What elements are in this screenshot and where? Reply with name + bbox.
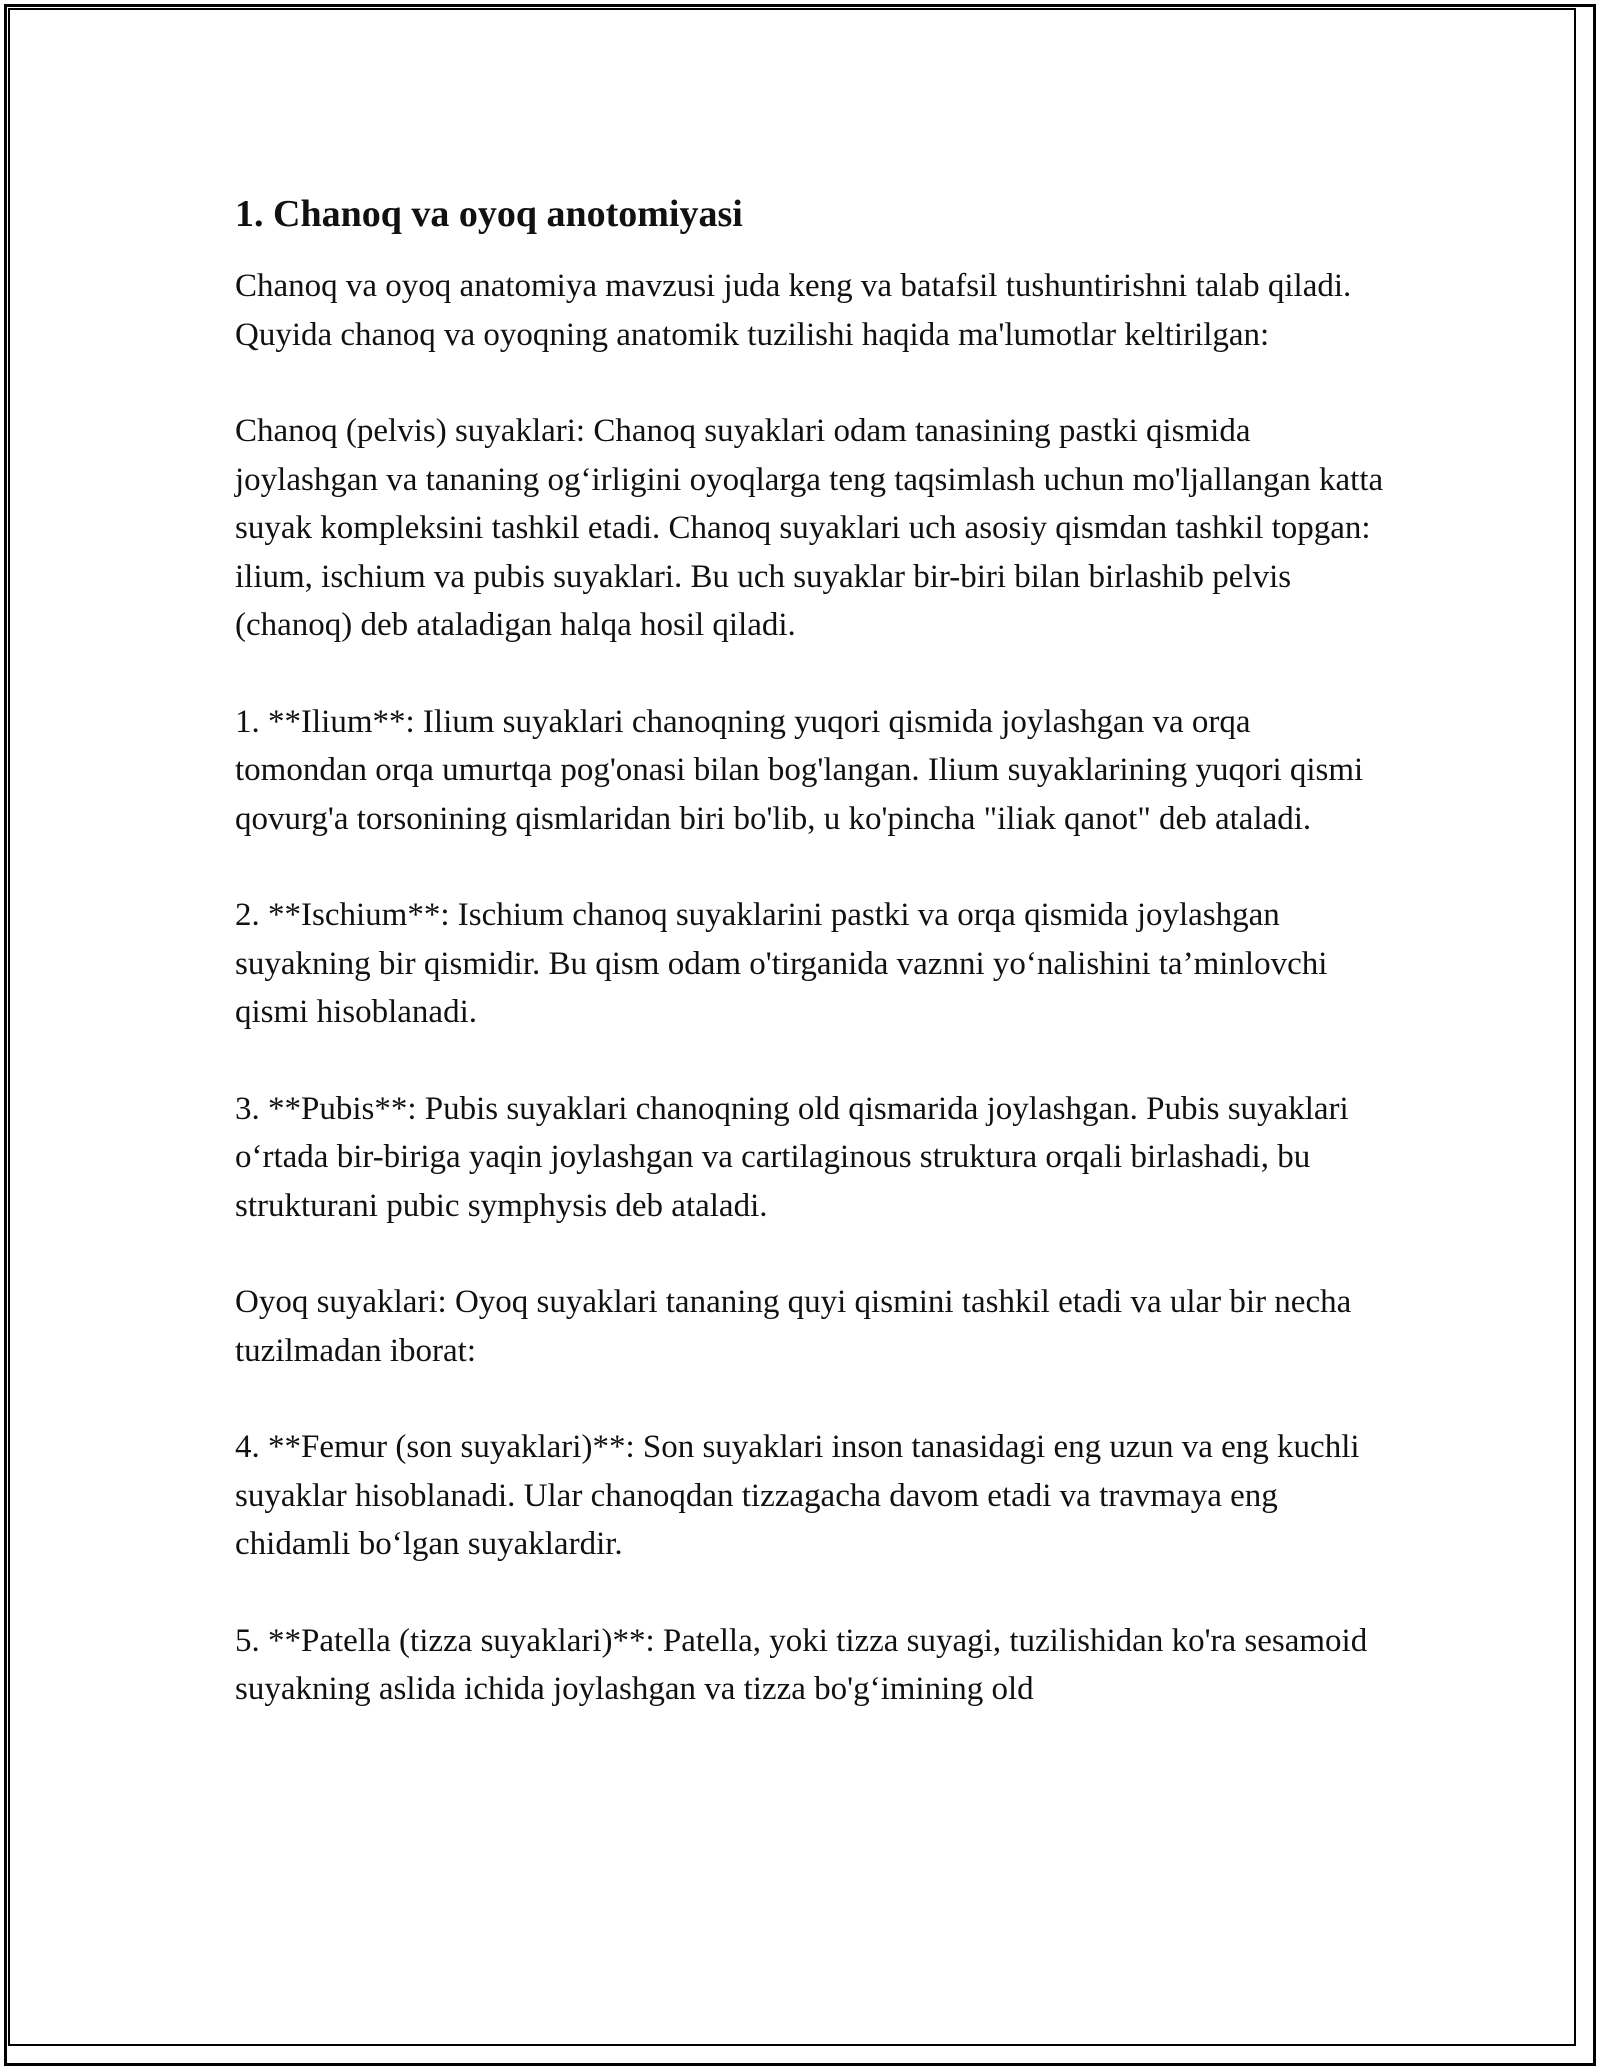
paragraph-ischium: 2. **Ischium**: Ischium chanoq suyaklarini pastki va orqa qismida joylashgan suyakning bir qismidir. Bu qism odam o'tirganida vaznni yo‘nalishini ta’minlovchi qismi hisoblanadi. [235, 897, 1328, 1030]
paragraph-ilium: 1. **Ilium**: Ilium suyaklari chanoqning yuqori qismida joylashgan va orqa tomondan orqa umurtqa pog'onasi bilan bog'langan. Ilium suyaklarining yuqori qismi qovurg'a torsonining qismlaridan biri bo'lib, u ko'pincha "iliak qanot" deb ataladi. [235, 703, 1364, 837]
document-body [235, 186, 1385, 1714]
paragraph-intro: Chanoq va oyoq anatomiya mavzusi juda keng va batafsil tushuntirishni talab qiladi. Quyida chanoq va oyoqning anatomik tuzilishi haqida ma'lumotlar keltirilgan: [235, 268, 1352, 353]
section-heading: 1. Chanoq va oyoq anotomiyasi [235, 193, 743, 235]
paragraph-pubis: 3. **Pubis**: Pubis suyaklari chanoqning old qismarida joylashgan. Pubis suyaklari o‘rtada bir-biriga yaqin joylashgan va cartilaginous struktura orqali birlashadi, bu strukturani pubic symphysis deb ataladi. [235, 1090, 1349, 1224]
paragraph-leg-bones: Oyoq suyaklari: Oyoq suyaklari tananing quyi qismini tashkil etadi va ular bir necha tuzilmadan iborat: [235, 1284, 1352, 1369]
paragraph-femur: 4. **Femur (son suyaklari)**: Son suyaklari inson tanasidagi eng uzun va eng kuchli suyaklar hisoblanadi. Ular chanoqdan tizzagacha davom etadi va travmaya eng chidamli bo‘lgan suyaklardir. [235, 1429, 1360, 1562]
paragraph-pelvis: Chanoq (pelvis) suyaklari: Chanoq suyaklari odam tanasining pastki qismida joylashgan va tananing og‘irligini oyoqlarga teng taqsimlash uchun mo'ljallangan katta suyak kompleksini tashkil etadi. Chanoq suyaklari uch asosiy qismdan tashkil topgan: ilium, ischium va pubis suyaklari. Bu uch suyaklar bir-biri bilan birlashib pelvis (chanoq) deb ataladigan halqa hosil qiladi. [235, 413, 1384, 643]
paragraph-patella: 5. **Patella (tizza suyaklari)**: Patella, yoki tizza suyagi, tuzilishidan ko'ra sesamoid suyakning aslida ichida joylashgan va tizza bo'g‘imining old [235, 1622, 1368, 1707]
